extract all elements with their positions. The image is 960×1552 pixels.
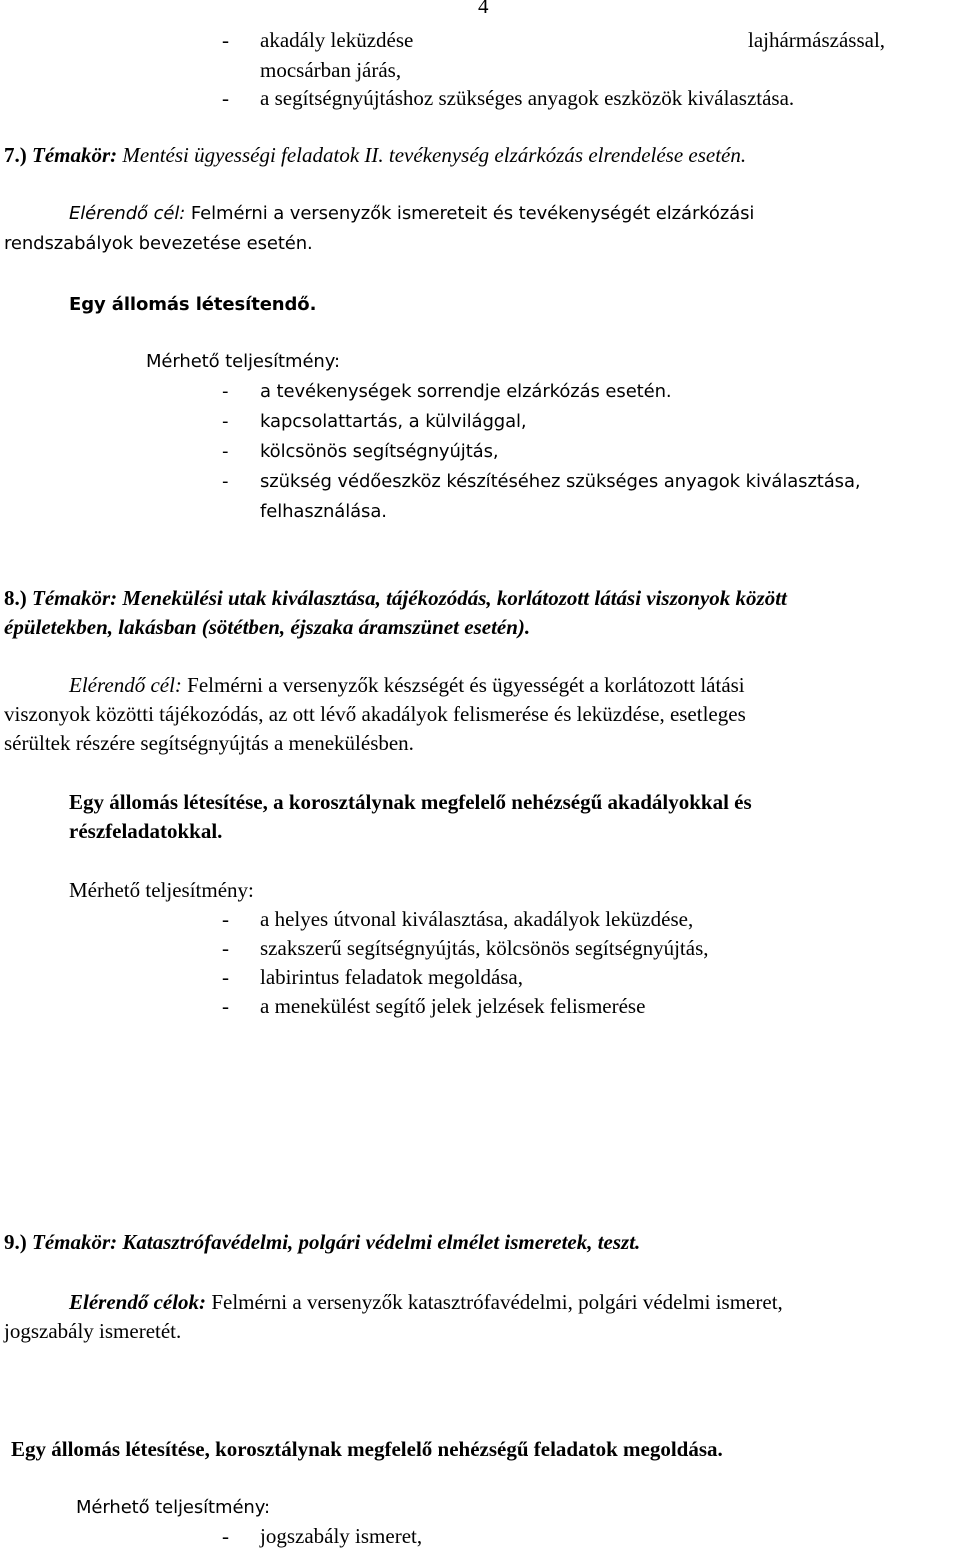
list-item: - kölcsönös segítségnyújtás, xyxy=(222,441,499,462)
list-dash: - xyxy=(222,28,229,52)
list-item: - kapcsolattartás, a külvilággal, xyxy=(222,411,527,432)
section-heading-text: Mentési ügyességi feladatok II. tevékenység elzárkózás elrendelése esetén. xyxy=(122,143,747,167)
section-7-heading xyxy=(4,141,746,169)
list-item: - a helyes útvonal kiválasztása, akadályok leküzdése, xyxy=(222,907,694,931)
list-item-continuation: mocsárban járás, xyxy=(260,58,402,82)
section-number: 8.) xyxy=(4,586,27,610)
section-heading-label: Témakör: xyxy=(32,143,118,167)
list-item-text: jogszabály ismeret, xyxy=(260,1524,423,1548)
section-8-measure-label: Mérhető teljesítmény: xyxy=(69,878,254,902)
list-item xyxy=(222,84,794,112)
section-9-goal-cont: jogszabály ismeretét. xyxy=(4,1319,182,1343)
list-item-text: a menekülést segítő jelek jelzések felismerése xyxy=(260,994,646,1018)
list-item-text: a helyes útvonal kiválasztása, akadályok leküzdése, xyxy=(260,907,694,931)
list-dash: - xyxy=(222,86,229,110)
section-8-goal-cont: sérültek részére segítségnyújtás a menekülésben. xyxy=(4,731,414,755)
list-item-text: a segítségnyújtáshoz szükséges anyagok eszközök kiválasztása. xyxy=(260,86,795,110)
section-9-goal xyxy=(69,1288,783,1316)
section-7-goal-cont: rendszabályok bevezetése esetén. xyxy=(4,233,313,254)
section-heading-text: Témakör: Katasztrófavédelmi, polgári védelmi elmélet ismeretek, teszt. xyxy=(32,1230,641,1254)
goal-text: Felmérni a versenyzők katasztrófavédelmi, polgári védelmi ismeret, xyxy=(211,1290,783,1314)
section-8-station: Egy állomás létesítése, a korosztálynak megfelelő nehézségű akadályokkal és xyxy=(69,790,752,814)
list-item: - a menekülést segítő jelek jelzések felismerése xyxy=(222,994,646,1018)
list-item-text-right: lajhármászással, xyxy=(748,28,886,52)
list-item-text: kapcsolattartás, a külvilággal, xyxy=(260,411,527,432)
list-item: - szükség védőeszköz készítéséhez szükséges anyagok kiválasztása, xyxy=(222,471,861,492)
list-item-text: kölcsönös segítségnyújtás, xyxy=(260,441,499,462)
goal-label: Elérendő cél: xyxy=(69,203,186,224)
list-item-text: labirintus feladatok megoldása, xyxy=(260,965,524,989)
goal-text: Felmérni a versenyzők készségét és ügyességét a korlátozott látási xyxy=(187,673,745,697)
goal-label: Elérendő cél: xyxy=(69,673,182,697)
section-8-goal-cont: viszonyok közötti tájékozódás, az ott lévő akadályok felismerése és leküzdése, esetleges xyxy=(4,702,746,726)
list-item-continuation: felhasználása. xyxy=(260,501,387,522)
list-item: - labirintus feladatok megoldása, xyxy=(222,965,524,989)
list-item-text: akadály leküzdése xyxy=(260,28,414,52)
list-item-text: a tevékenységek sorrendje elzárkózás esetén. xyxy=(260,381,672,402)
section-number: 7.) xyxy=(4,143,27,167)
section-8-station-cont: részfeladatokkal. xyxy=(69,819,223,843)
section-7-goal xyxy=(69,200,754,228)
section-7-station: Egy állomás létesítendő. xyxy=(69,294,317,315)
page-number: 4 xyxy=(478,0,489,18)
section-9-station: Egy állomás létesítése, korosztálynak megfelelő nehézségű feladatok megoldása. xyxy=(11,1437,723,1461)
list-item-text: szükség védőeszköz készítéséhez szükséges anyagok kiválasztása, xyxy=(260,471,861,492)
section-9-measure-label: Mérhető teljesítmény: xyxy=(76,1497,270,1518)
goal-text: Felmérni a versenyzők ismereteit és tevékenységét elzárkózási xyxy=(190,203,755,224)
list-item-text: szakszerű segítségnyújtás, kölcsönös segítségnyújtás, xyxy=(260,936,709,960)
section-7-measure-label: Mérhető teljesítmény: xyxy=(146,351,340,372)
section-8-heading-cont: épületekben, lakásban (sötétben, éjszaka áramszünet esetén). xyxy=(4,615,531,639)
section-8-goal xyxy=(69,671,745,699)
section-heading-text: Témakör: Menekülési utak kiválasztása, tájékozódás, korlátozott látási viszonyok között xyxy=(32,586,787,610)
section-9-heading xyxy=(4,1228,640,1256)
list-item xyxy=(222,26,413,54)
section-8-heading xyxy=(4,584,787,612)
list-item: - jogszabály ismeret, xyxy=(222,1524,423,1548)
list-item: - a tevékenységek sorrendje elzárkózás esetén. xyxy=(222,381,672,402)
section-number: 9.) xyxy=(4,1230,27,1254)
goal-label: Elérendő célok: xyxy=(69,1290,207,1314)
list-item: - szakszerű segítségnyújtás, kölcsönös segítségnyújtás, xyxy=(222,936,709,960)
